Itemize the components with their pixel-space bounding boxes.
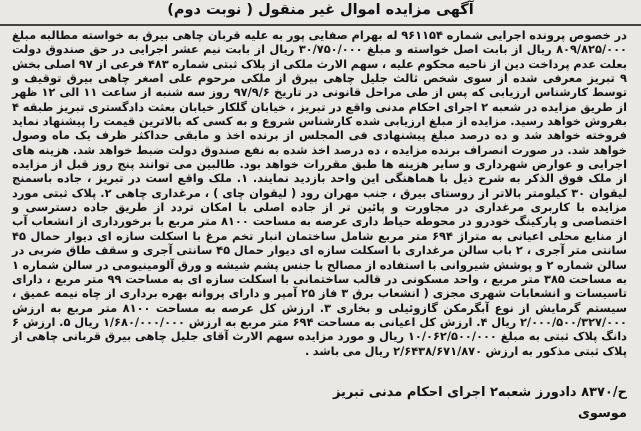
notice-reference: ح/۸۳۷۰ دادورز شعبه۲ اجرای احکام مدنی تبریز	[332, 385, 627, 400]
notice-title: آگهی مزایده اموال غیر منقول ( نوبت دوم)	[167, 2, 474, 18]
notice-signatory: موسوی	[577, 406, 627, 421]
notice-body: در خصوص پرونده اجرایی شماره ۹۶۱۱۵۴ له بهرام صفایی پور به علیه قربان چاهی بیرق به خواسته مطالبه مبلغ ۸۰۹/۸۲۵/۰۰۰ ریال از بابت اصل خواسته و مبلغ ۳۰/۷۵۰/۰۰۰ ریال از بابت نیم عشر اجرایی در حق صندوق دولت بعلت عدم پرداخت دین از ناحیه محکوم علیه ، سهم الارث ملکی از پلاک ثبتی شماره ۴۸۳ فرعی از ۹۷ اصلی بخش ۹ تبریز معرفی شده از سوی شخص ثالث جلیل چاهی بیرق از ملکی مرحوم علی اصغر چاهی بیرق توقیف و توسط کارشناس ارزیابی که پس از طی مراحل قانونی در تاریخ ۹۷/۹/۶ روز سه شنبه از ساعت ۱۱ الی ۱۲ ظهر از طریق مزایده در شعبه ۲ اجرای احکام مدنی واقع در تبریز ، خیابان گلکار خیابان بعثت دادگستری تبریز طبقه ۴ بفروش خواهد رسید. مزایده از مبلغ ارزیابی شده کارشناس شروع و به کسی که بالاترین قیمت را پیشنهاد نماید فروخته خواهد شد و ده درصد مبلغ پیشنهادی فی المجلس از برنده اخذ و مابقی حداکثر ظرف یک ماه وصول خواهد شد. در صورت انصراف برنده مزایده ، ده درصد اخذ شده به نفع صندوق دولت ضبط خواهد شد. هزینه های اجرایی و عوارض شهرداری و سایر هزینه ها طبق مقررات خواهد بود. طالبین می توانند پنج روز قبل از مزایده از ملک فوق الذکر به شرح ذیل با هماهنگی این واحد بازدید نمایند. ۱. ملک واقع است در تبریز ، جاده باسمنج لیقوان ۳۰ کیلومتر بالاتر از روستای بیرق ، جنب مهران رود ( لیقوان چای ) ، مرغداری چاهی ۲. پلاک ثبتی مورد مزایده با کاربری مرغداری در مجاورت و پائین تر از جاده اصلی با امکان تردد از طریق جاده دسترسی و اختصاصی و پارکینگ خودرو در محوطه حیاط داری عرصه به مساحت ۸۱۰۰ متر مربع با برخورداری از انشعاب آب از منابع محلی اعیانی به متراژ ۶۹۴ متر مربع شامل ساختمان انبار تخم مرغ با اسکلت سازه ای دیوار حمال ۴۵ سانتی متر آجری ، ۲ باب سالن مرغداری با اسکلت سازه ای دیوار حمال ۴۵ سانتی آجری و سقف طاق ضربی در سالن شماره ۲ و پوشش شیروانی با استفاده از مصالح با جنس پشم شیشه و ورق آلومینیومی در سالن شماره ۱ به مساحت ۳۸۵ متر مربع ، واحد مسکونی در قالب ساختمانی با اسکلت سازه ای به مساحت ۹۹ متر مربع ، دارای تاسیسات و انشعابات شهری مجزی ( انشعاب برق ۳ فاز ۲۵ آمپر و دارای پروانه بهره برداری از چاه نیمه عمیق ، سیستم گرمایش از نوع آبگرمکن گازوئیلی و بخاری ۳. ارزش کل عرصه به مساحت ۸۱۰۰ متر مربع به ارزش ۲/۰۰۰/۵۰۰/۳۲۷/۰۰۰ ریال ۴. ارزش کل اعیانی به مساحت ۶۹۴ متر مربع به ارزش ۱/۶۸۰/۰۰۰/۰۰۰ ریال ۵. ارزش ۶ دانگ پلاک ثبتی به مبلغ ۱۰/۰۶۲/۵۰۰/۰۰۰ ریال و مورد مزایده سهم الارث آقای جلیل چاهی بیرق قربانی چاهی از پلاک ثبتی مذکور به ارزش ۲/۶۴۳۸/۶۷۱/۸۷۰ ریال می باشد .	[12, 28, 628, 358]
title-divider	[0, 24, 641, 26]
